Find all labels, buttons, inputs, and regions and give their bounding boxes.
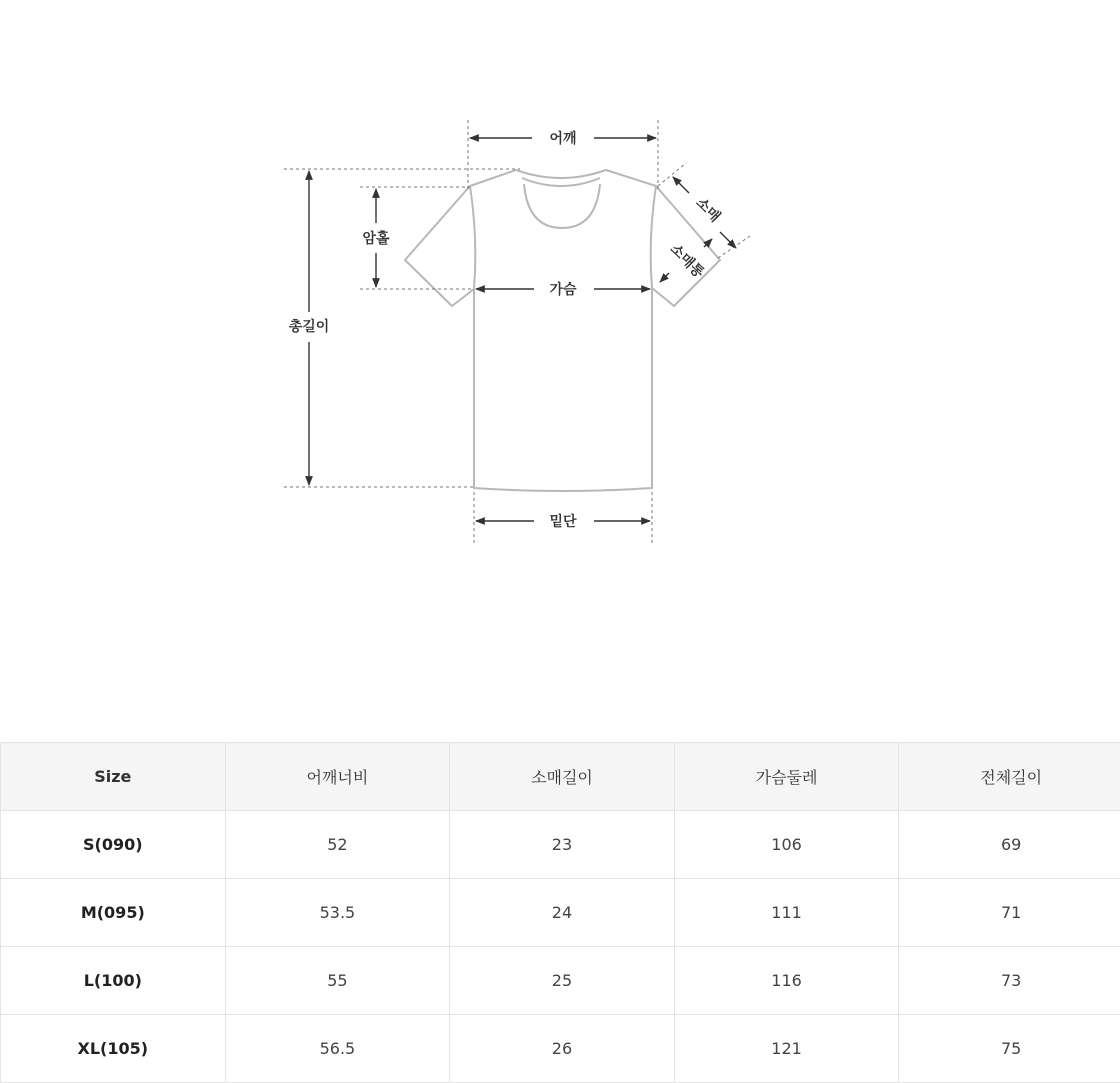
table-row <box>1 811 1120 879</box>
table-cell: 26 <box>450 1015 675 1083</box>
label-chest: 가슴 <box>549 281 577 298</box>
table-cell: 106 <box>674 811 899 879</box>
table-cell: 121 <box>674 1015 899 1083</box>
table-cell: 73 <box>899 947 1120 1015</box>
header-sleeve-length: 소매길이 <box>450 743 675 811</box>
table-cell: 52 <box>225 811 450 879</box>
table-cell: 71 <box>899 879 1120 947</box>
size-cell: XL(105) <box>1 1015 226 1083</box>
label-sleeve: 소매 <box>693 194 724 225</box>
header-chest-circumference: 가슴둘레 <box>674 743 899 811</box>
tshirt-outline <box>405 170 720 491</box>
size-cell: M(095) <box>1 879 226 947</box>
table-cell: 25 <box>450 947 675 1015</box>
table-row <box>1 1015 1120 1083</box>
table-row <box>1 879 1120 947</box>
size-cell: S(090) <box>1 811 226 879</box>
table-cell: 116 <box>674 947 899 1015</box>
table-cell: 53.5 <box>225 879 450 947</box>
label-armhole: 암홀 <box>362 230 390 247</box>
table-cell: 23 <box>450 811 675 879</box>
label-sleeve-opening: 소매통 <box>667 240 708 281</box>
header-size: Size <box>1 743 226 811</box>
label-total-length: 총길이 <box>289 318 330 335</box>
header-shoulder-width: 어깨너비 <box>225 743 450 811</box>
header-total-length: 전체길이 <box>899 743 1120 811</box>
size-chart-table <box>0 742 1120 1083</box>
table-cell: 55 <box>225 947 450 1015</box>
table-cell: 24 <box>450 879 675 947</box>
table-cell: 111 <box>674 879 899 947</box>
table-cell: 75 <box>899 1015 1120 1083</box>
table-cell: 56.5 <box>225 1015 450 1083</box>
size-cell: L(100) <box>1 947 226 1015</box>
table-cell: 69 <box>899 811 1120 879</box>
table-header-row <box>1 743 1120 811</box>
label-shoulder: 어깨 <box>549 130 576 147</box>
label-hem: 밑단 <box>549 513 577 530</box>
table-row <box>1 947 1120 1015</box>
